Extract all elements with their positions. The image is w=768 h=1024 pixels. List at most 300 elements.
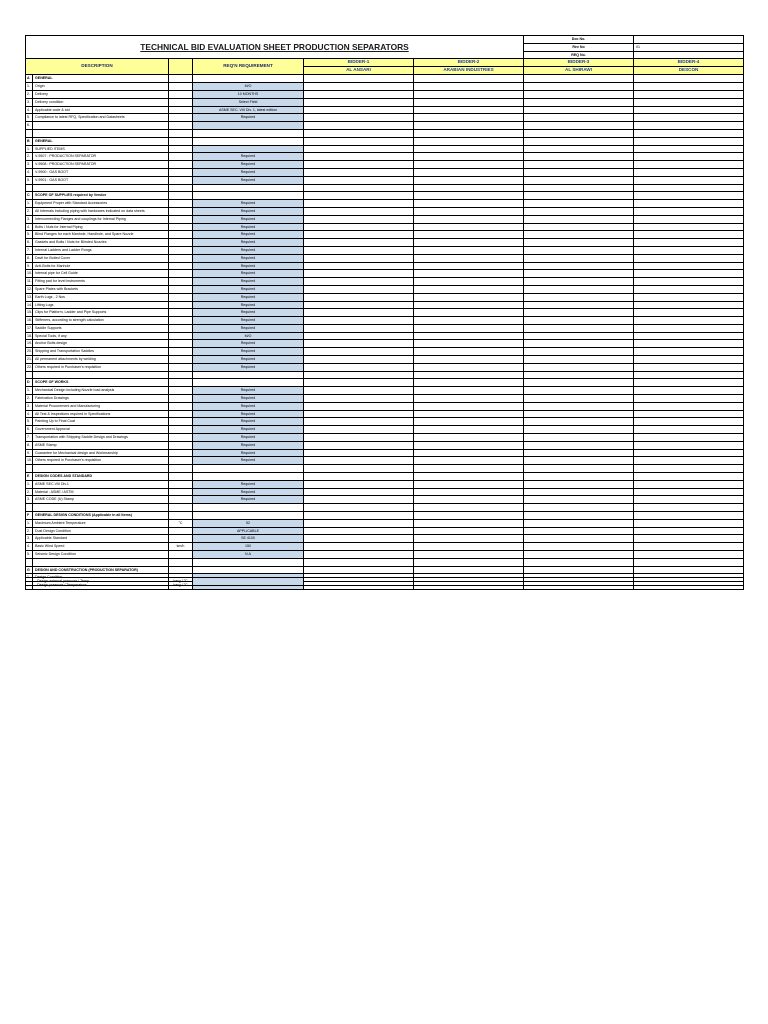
bidder-4-cell[interactable] [634,496,744,504]
bidder-3-cell[interactable] [524,184,634,192]
bidder-2-cell[interactable] [414,473,524,481]
bidder-1-cell[interactable] [304,200,414,208]
bidder-2-cell[interactable] [414,270,524,278]
requirement-cell: Required [193,488,304,496]
bidder-2-cell[interactable] [414,231,524,239]
bidder-3-cell[interactable] [524,356,634,364]
table-row [26,231,744,239]
bidder-2-cell[interactable] [414,254,524,262]
bidder-1-cell[interactable] [304,356,414,364]
bidder-4-cell[interactable] [634,356,744,364]
bidder-2-cell[interactable] [414,145,524,153]
table-row [26,527,744,535]
bidder-1-cell[interactable] [304,535,414,543]
bidder-2-cell[interactable] [414,168,524,176]
bidder-1-cell[interactable] [304,215,414,223]
bidder-2-cell[interactable] [414,176,524,184]
bidder-3-cell[interactable] [524,348,634,356]
bidder-2-cell[interactable] [414,519,524,527]
bidder-4-cell[interactable] [634,293,744,301]
bidder-1-cell[interactable] [304,83,414,91]
bidder-3-cell[interactable] [524,324,634,332]
bidder-3-cell[interactable] [524,122,634,130]
bidder-4-cell[interactable] [634,449,744,457]
bidder-4-cell[interactable] [634,145,744,153]
footer-description: - Design external pressure / Temp. [33,578,169,586]
bidder-3-cell[interactable] [524,293,634,301]
bidder-4-cell[interactable] [634,480,744,488]
bidder-2-cell[interactable] [414,246,524,254]
bidder-3-cell[interactable] [524,551,634,559]
bidder-1-cell[interactable] [304,426,414,434]
bidder-4-cell[interactable] [634,254,744,262]
bidder-1-cell[interactable] [304,246,414,254]
bidder-4-cell[interactable] [634,488,744,496]
table-row [26,426,744,434]
bidder-2-cell[interactable] [414,465,524,473]
bidder-3-cell[interactable] [524,395,634,403]
bidder-3-cell[interactable] [524,488,634,496]
bidder-4-cell[interactable] [634,410,744,418]
bidder-1-cell[interactable] [304,285,414,293]
bidder-3-cell[interactable] [524,418,634,426]
footer-bidder-4-cell[interactable] [634,578,744,586]
bidder-2-cell[interactable] [414,363,524,371]
bidder-1-cell[interactable] [304,379,414,387]
bidder-3-cell[interactable] [524,371,634,379]
bidder-4-cell[interactable] [634,379,744,387]
bidder-3-cell[interactable] [524,176,634,184]
bidder-2-cell[interactable] [414,98,524,106]
bidder-3-cell[interactable] [524,363,634,371]
bidder-2-cell[interactable] [414,192,524,200]
bidder-4-cell[interactable] [634,473,744,481]
unit-cell [169,465,193,473]
row-number: 8. [26,254,33,262]
bidder-4-cell[interactable] [634,122,744,130]
footer-bidder-2-cell[interactable] [414,578,524,586]
bidder-3-cell[interactable] [524,449,634,457]
bidder-4-cell[interactable] [634,426,744,434]
bidder-4-cell[interactable] [634,192,744,200]
bidder-1-cell[interactable] [304,457,414,465]
bidder-2-cell[interactable] [414,340,524,348]
bidder-1-cell[interactable] [304,129,414,137]
bidder-4-cell[interactable] [634,168,744,176]
bidder-1-cell[interactable] [304,145,414,153]
bidder-3-cell[interactable] [524,153,634,161]
bidder-4-cell[interactable] [634,270,744,278]
bidder-2-cell[interactable] [414,161,524,169]
bidder-1-cell[interactable] [304,278,414,286]
bidder-1-cell[interactable] [304,410,414,418]
bidder-4-cell[interactable] [634,239,744,247]
bidder-2-cell[interactable] [414,223,524,231]
bidder-3-cell[interactable] [524,98,634,106]
doc-no-value[interactable] [634,36,744,44]
bidder-1-cell[interactable] [304,496,414,504]
bidder-4-cell[interactable] [634,566,744,574]
bidder-4-cell[interactable] [634,395,744,403]
bidder-4-cell[interactable] [634,176,744,184]
bidder-4-cell[interactable] [634,153,744,161]
bidder-1-cell[interactable] [304,301,414,309]
row-description: Seismic Design Condition [33,551,169,559]
bidder-2-cell[interactable] [414,122,524,130]
bidder-3-cell[interactable] [524,402,634,410]
row-description: Material : ASME / ASTM [33,488,169,496]
bidder-2-cell[interactable] [414,293,524,301]
bidder-3-cell[interactable] [524,301,634,309]
bidder-1-cell[interactable] [304,184,414,192]
bidder-4-cell[interactable] [634,387,744,395]
table-row [26,395,744,403]
bidder-1-cell[interactable] [304,449,414,457]
bidder-4-cell[interactable] [634,301,744,309]
bidder-4-cell[interactable] [634,519,744,527]
bidder-1-cell[interactable] [304,434,414,442]
bidder-1-cell[interactable] [304,231,414,239]
bidder-2-cell[interactable] [414,129,524,137]
bidder-4-cell[interactable] [634,262,744,270]
bidder-4-cell[interactable] [634,324,744,332]
bidder-4-cell[interactable] [634,106,744,114]
bidder-1-cell[interactable] [304,387,414,395]
bidder-3-cell[interactable] [524,535,634,543]
bidder-4-cell[interactable] [634,129,744,137]
bidder-1-cell[interactable] [304,340,414,348]
bidder-2-cell[interactable] [414,301,524,309]
bidder-2-cell[interactable] [414,317,524,325]
bidder-3-cell[interactable] [524,285,634,293]
bidder-1-cell[interactable] [304,480,414,488]
bidder-2-cell[interactable] [414,262,524,270]
footer-bidder-1-cell[interactable] [304,578,414,586]
bidder-1-cell[interactable] [304,239,414,247]
bidder-1-cell[interactable] [304,418,414,426]
bidder-1-cell[interactable] [304,254,414,262]
unit-cell [169,293,193,301]
bidder-4-cell[interactable] [634,114,744,122]
bidder-3-cell[interactable] [524,246,634,254]
bidder-4-cell[interactable] [634,348,744,356]
bidder-3-cell[interactable] [524,457,634,465]
bidder-4-cell[interactable] [634,512,744,520]
bidder-3-cell[interactable] [524,441,634,449]
bidder-4-cell[interactable] [634,75,744,83]
bidder-4-cell[interactable] [634,90,744,98]
bidder-1-cell[interactable] [304,122,414,130]
bidder-3-cell[interactable] [524,262,634,270]
bidder-4-cell[interactable] [634,83,744,91]
bidder-2-cell[interactable] [414,184,524,192]
bidder-1-cell[interactable] [304,473,414,481]
bidder-3-cell[interactable] [524,309,634,317]
bidder-1-cell[interactable] [304,317,414,325]
bidder-3-cell[interactable] [524,75,634,83]
bidder-3-cell[interactable] [524,215,634,223]
bidder-4-cell[interactable] [634,285,744,293]
bidder-4-cell[interactable] [634,332,744,340]
table-row [26,176,744,184]
bidder-3-cell[interactable] [524,379,634,387]
bidder-4-cell[interactable] [634,465,744,473]
bidder-1-cell[interactable] [304,223,414,231]
bidder-1-cell[interactable] [304,98,414,106]
bidder-3-cell[interactable] [524,192,634,200]
bidder-2-cell[interactable] [414,480,524,488]
bidder-3-cell[interactable] [524,527,634,535]
bidder-2-cell[interactable] [414,410,524,418]
bidder-2-cell[interactable] [414,114,524,122]
bidder-3-cell[interactable] [524,504,634,512]
unit-cell [169,340,193,348]
table-row [26,223,744,231]
bidder-3-cell[interactable] [524,200,634,208]
row-number: 6. [26,239,33,247]
bidder-3-cell[interactable] [524,496,634,504]
bidder-1-cell[interactable] [304,527,414,535]
bidder-2-cell[interactable] [414,83,524,91]
rev-no-value[interactable]: 01 [634,43,744,51]
bidder-3-cell[interactable] [524,161,634,169]
bidder-3-cell[interactable] [524,137,634,145]
spacer-row [26,129,744,137]
req-no-value[interactable] [634,51,744,59]
bidder-2-cell[interactable] [414,278,524,286]
bidder-4-cell[interactable] [634,340,744,348]
bidder-1-cell[interactable] [304,519,414,527]
bidder-2-cell[interactable] [414,527,524,535]
bidder-2-cell[interactable] [414,426,524,434]
bidder-1-cell[interactable] [304,371,414,379]
bidder-4-cell[interactable] [634,441,744,449]
bidder-2-cell[interactable] [414,504,524,512]
bidder-4-cell[interactable] [634,402,744,410]
bidder-1-cell[interactable] [304,293,414,301]
row-description: Saddle Supports [33,324,169,332]
bidder-3-cell[interactable] [524,558,634,566]
bidder-3-cell[interactable] [524,480,634,488]
table-row [26,317,744,325]
bidder-1-cell[interactable] [304,332,414,340]
bidder-3-cell[interactable] [524,231,634,239]
bidder-2-cell[interactable] [414,441,524,449]
bidder-2-cell[interactable] [414,106,524,114]
bidder-2-cell[interactable] [414,418,524,426]
bidder-4-cell[interactable] [634,207,744,215]
bidder-1-cell[interactable] [304,363,414,371]
bidder-2-cell[interactable] [414,75,524,83]
bidder-2-cell[interactable] [414,371,524,379]
bidder-4-cell[interactable] [634,309,744,317]
requirement-cell: Required [193,161,304,169]
bidder-1-cell[interactable] [304,395,414,403]
bidder-4-cell[interactable] [634,98,744,106]
bidder-1-cell[interactable] [304,262,414,270]
bidder-2-cell[interactable] [414,332,524,340]
bidder-4-cell[interactable] [634,278,744,286]
bidder-2-cell[interactable] [414,488,524,496]
bidder-1-cell[interactable] [304,270,414,278]
bidder-4-cell[interactable] [634,558,744,566]
bidder-3-cell[interactable] [524,519,634,527]
bidder-4-cell[interactable] [634,371,744,379]
bidder-3-cell[interactable] [524,223,634,231]
requirement-cell [193,184,304,192]
bidder-2-cell[interactable] [414,512,524,520]
bidder-3-cell[interactable] [524,239,634,247]
bidder-2-cell[interactable] [414,387,524,395]
bidder-4-cell[interactable] [634,363,744,371]
bidder-2-cell[interactable] [414,543,524,551]
bidder-1-cell[interactable] [304,504,414,512]
bidder-3-cell[interactable] [524,473,634,481]
unit-cell [169,184,193,192]
bidder-3-cell[interactable] [524,145,634,153]
row-description: Clips for Platform, Ladder and Pipe Supports [33,309,169,317]
bidder-3-cell[interactable] [524,90,634,98]
bidder-1-cell[interactable] [304,512,414,520]
requirement-cell: Required [193,176,304,184]
bidder-4-cell[interactable] [634,527,744,535]
bidder-3-cell[interactable] [524,426,634,434]
bidder-1-cell[interactable] [304,192,414,200]
bidder-3-cell[interactable] [524,83,634,91]
footer-bidder-3-cell[interactable] [524,578,634,586]
bidder-4-cell[interactable] [634,457,744,465]
bidder-2-cell[interactable] [414,551,524,559]
bidder-2-cell[interactable] [414,239,524,247]
bidder-1-cell[interactable] [304,176,414,184]
bidder-2-cell[interactable] [414,457,524,465]
bidder-4-cell[interactable] [634,231,744,239]
bidder-1-cell[interactable] [304,106,414,114]
bidder-3-cell[interactable] [524,410,634,418]
bidder-2-cell[interactable] [414,215,524,223]
bidder-3-cell[interactable] [524,387,634,395]
bidder-3-cell[interactable] [524,465,634,473]
bidder-3-cell[interactable] [524,168,634,176]
bidder-3-cell[interactable] [524,434,634,442]
bidder-4-cell[interactable] [634,551,744,559]
bidder-4-cell[interactable] [634,161,744,169]
row-description: Earth Lugs - 2 Nos [33,293,169,301]
row-description: Mechanical Design including Nozzle load analysis [33,387,169,395]
bidder-2-cell[interactable] [414,285,524,293]
bidder-2-cell[interactable] [414,566,524,574]
bidder-1-cell[interactable] [304,114,414,122]
bidder-1-cell[interactable] [304,90,414,98]
bidder-4-cell[interactable] [634,137,744,145]
bidder-1-cell[interactable] [304,558,414,566]
bidder-4-cell[interactable] [634,200,744,208]
bidder-2-cell[interactable] [414,558,524,566]
requirement-cell: Required [193,231,304,239]
bidder-1-cell[interactable] [304,309,414,317]
bidder-2-cell[interactable] [414,324,524,332]
bidder-3-cell[interactable] [524,114,634,122]
bidder-1-cell[interactable] [304,153,414,161]
bidder-3-cell[interactable] [524,543,634,551]
bidder-2-cell[interactable] [414,207,524,215]
bidder-4-cell[interactable] [634,223,744,231]
header-table [25,35,744,590]
bidder-2-label: BIDDER-2 [414,59,524,67]
bidder-1-cell[interactable] [304,324,414,332]
unit-cell [169,122,193,130]
bidder-2-cell[interactable] [414,356,524,364]
unit-header [169,59,193,75]
bidder-1-cell[interactable] [304,348,414,356]
bidder-2-cell[interactable] [414,449,524,457]
bidder-1-cell[interactable] [304,161,414,169]
bidder-3-cell[interactable] [524,129,634,137]
bidder-1-cell[interactable] [304,543,414,551]
bidder-4-cell[interactable] [634,317,744,325]
row-number: 19. [26,340,33,348]
bidder-2-cell[interactable] [414,153,524,161]
bidder-1-cell[interactable] [304,137,414,145]
bidder-3-cell[interactable] [524,317,634,325]
bidder-2-cell[interactable] [414,137,524,145]
bidder-1-cell[interactable] [304,551,414,559]
bidder-1-cell[interactable] [304,465,414,473]
bidder-3-cell[interactable] [524,254,634,262]
bidder-3-cell[interactable] [524,340,634,348]
bidder-2-cell[interactable] [414,535,524,543]
bidder-4-cell[interactable] [634,504,744,512]
bidder-3-cell[interactable] [524,207,634,215]
bidder-4-cell[interactable] [634,543,744,551]
bidder-4-cell[interactable] [634,184,744,192]
bidder-2-cell[interactable] [414,200,524,208]
bidder-4-cell[interactable] [634,535,744,543]
bidder-2-cell[interactable] [414,90,524,98]
bidder-3-cell[interactable] [524,512,634,520]
bidder-2-cell[interactable] [414,309,524,317]
bidder-3-cell[interactable] [524,106,634,114]
bidder-4-cell[interactable] [634,246,744,254]
bidder-1-cell[interactable] [304,75,414,83]
bidder-1-label: BIDDER-1 [304,59,414,67]
table-row [26,457,744,465]
bidder-3-cell[interactable] [524,566,634,574]
bidder-1-cell[interactable] [304,402,414,410]
bidder-4-cell[interactable] [634,215,744,223]
bidder-1-cell[interactable] [304,168,414,176]
requirement-cell: Required [193,434,304,442]
bidder-3-cell[interactable] [524,278,634,286]
bidder-2-cell[interactable] [414,434,524,442]
row-number: 22. [26,363,33,371]
bidder-3-cell[interactable] [524,332,634,340]
bidder-2-cell[interactable] [414,402,524,410]
bidder-2-cell[interactable] [414,348,524,356]
bidder-1-cell[interactable] [304,488,414,496]
bidder-1-cell[interactable] [304,566,414,574]
bidder-3-cell[interactable] [524,270,634,278]
bidder-2-cell[interactable] [414,379,524,387]
bidder-4-cell[interactable] [634,418,744,426]
bidder-1-cell[interactable] [304,207,414,215]
bidder-4-cell[interactable] [634,434,744,442]
bidder-2-cell[interactable] [414,395,524,403]
section-header-row [26,512,744,520]
row-number: 2. [26,207,33,215]
bidder-1-cell[interactable] [304,441,414,449]
bidder-2-cell[interactable] [414,496,524,504]
